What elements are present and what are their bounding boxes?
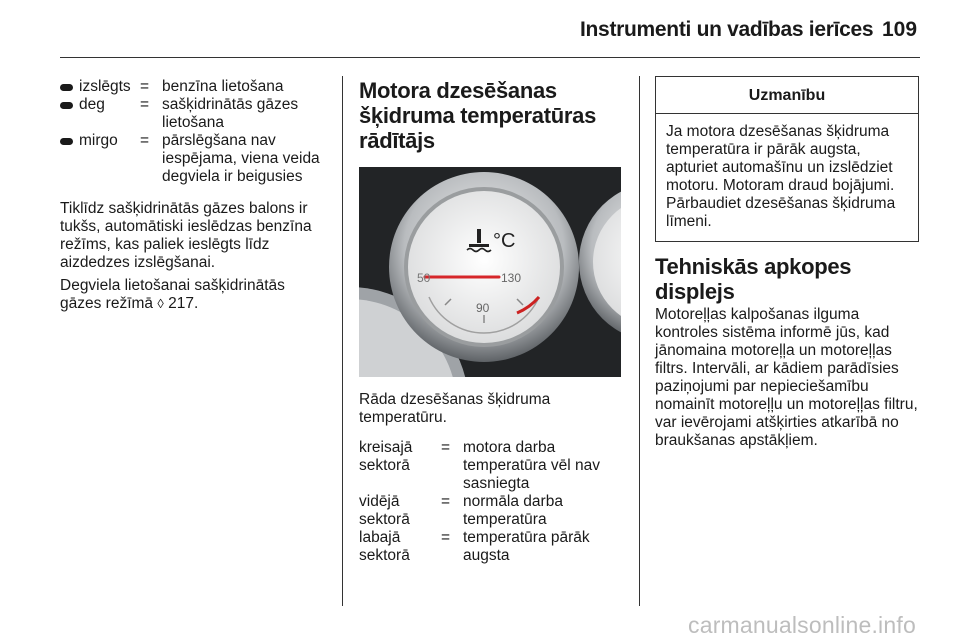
coolant-intro: Rāda dzesēšanas šķidruma temperatūru.: [359, 391, 551, 426]
lamp-indicator-icon: [60, 102, 73, 109]
definition-row-right: [359, 529, 621, 565]
column-divider-2: [639, 76, 640, 606]
status-key: deg: [79, 96, 105, 113]
column-1: [60, 78, 328, 313]
caution-text: Ja motora dzesēšanas šķidruma temperatūra ir pārāk augsta, apturiet automašīnu un izslēdziet motoru. Motoram draud bojājumi. Pārbaudiet dzesēšanas šķidruma līmeni.: [666, 123, 896, 230]
status-value: sašķidrinātās gāzes lietošana: [162, 96, 299, 131]
definition-key: kreisajā sektorā: [359, 439, 413, 474]
column-divider-1: [342, 76, 343, 606]
equals-sign: =: [140, 132, 150, 149]
column-2: [359, 78, 621, 565]
definition-value: normāla darba temperatūra: [463, 493, 563, 528]
definition-row-middle: [359, 493, 621, 529]
page-header-title: Instrumenti un vadības ierīces: [580, 18, 874, 41]
status-key: izslēgts: [79, 78, 131, 95]
gauge-label-low: 50: [417, 271, 431, 285]
gauge-unit-label: °C: [493, 230, 516, 252]
lpg-empty-paragraph: Tiklīdz sašķidrinātās gāzes balons ir tukšs, automātiski ieslēdzas benzīna režīms, kas paliek ieslēgts līdz aizdedzes izslēgšanai.: [60, 200, 312, 271]
lamp-indicator-icon: [60, 138, 73, 145]
gauge-label-mid: 90: [476, 301, 490, 315]
watermark: carmanualsonline.info: [688, 612, 916, 638]
equals-sign: =: [441, 529, 451, 546]
status-key: mirgo: [79, 132, 118, 149]
definition-key: labajā sektorā: [359, 529, 410, 564]
lamp-indicator-icon: [60, 84, 73, 91]
definition-row-left: [359, 439, 621, 493]
sector-definitions: [359, 439, 621, 565]
definition-value: motora darba temperatūra vēl nav sasniegta: [463, 439, 600, 492]
definition-key: vidējā sektorā: [359, 493, 410, 528]
status-value: benzīna lietošana: [162, 78, 284, 95]
lpg-reference-paragraph: [60, 277, 328, 313]
status-row-off: [60, 78, 328, 96]
status-row-on: [60, 96, 328, 132]
equals-sign: =: [140, 96, 150, 113]
page-number: 109: [882, 18, 918, 41]
status-value: pārslēgšana nav iespējama, viena veida degviela ir beigusies: [162, 132, 320, 185]
service-display-body: Motoreļļas kalpošanas ilguma kontroles sistēma informē jūs, kad jānomaina motoreļļa un motoreļļas filtrs. Intervāli, ar kādiem parādīsies paziņojumi par nepieciešamību nomainīt motoreļļu un motoreļļas filtru, var ievērojami atšķirties atkarībā no braukšanas apstākļiem.: [655, 306, 918, 449]
coolant-section-heading: Motora dzesēšanas šķidruma temperatūras rādītājs: [359, 78, 597, 153]
reference-text: Degviela lietošanai sašķidrinātās gāzes režīmā: [60, 277, 285, 312]
equals-sign: =: [441, 439, 451, 456]
page-reference-link[interactable]: 217.: [168, 295, 199, 312]
gauge-label-high: 130: [501, 271, 522, 285]
header-divider: [60, 57, 920, 58]
coolant-gauge-image: [359, 167, 621, 377]
equals-sign: =: [140, 78, 150, 95]
caution-box: [655, 76, 919, 242]
caution-title: Uzmanību: [656, 77, 918, 114]
column-3: [655, 76, 920, 450]
service-display-heading: Tehniskās apkopes displejs: [655, 254, 852, 304]
definition-value: temperatūra pārāk augsta: [463, 529, 590, 564]
status-row-flashing: [60, 132, 328, 186]
page-reference-icon: ◊: [157, 296, 164, 311]
equals-sign: =: [441, 493, 451, 510]
